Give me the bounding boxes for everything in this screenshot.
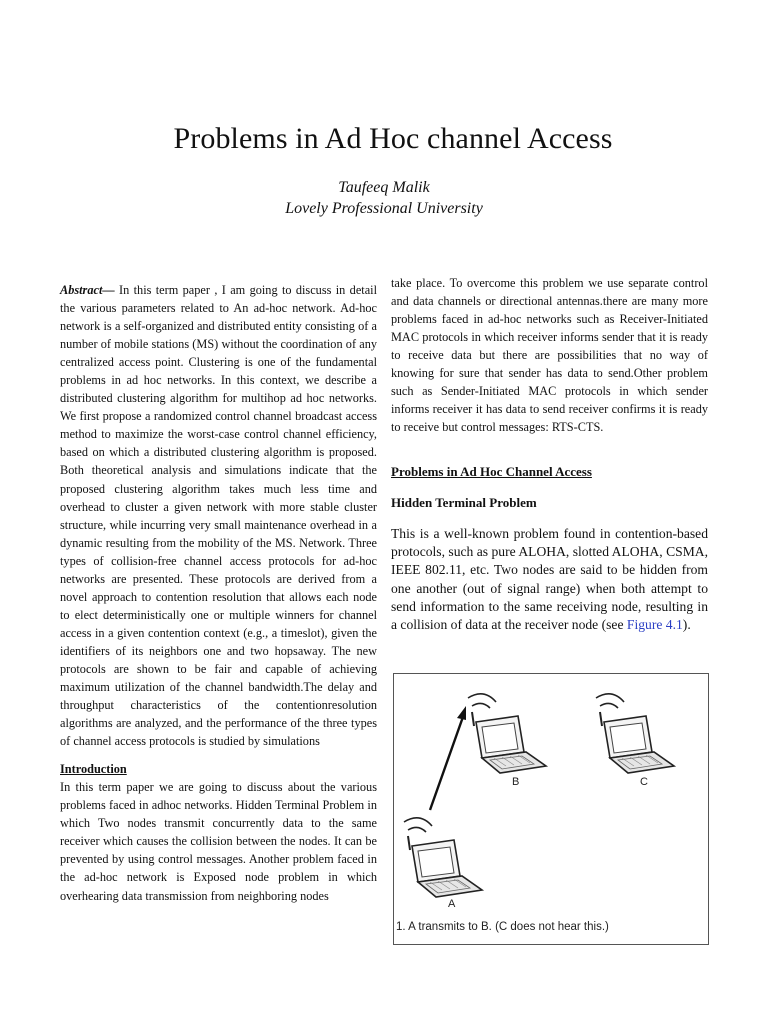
abstract-label: Abstract— bbox=[60, 283, 115, 297]
abstract-text: In this term paper , I am going to discuss in detail the various parameters related to An ad-hoc network. Ad-hoc network is a self-organized and distributed entity consisting of a number of mobile stations (MS) without the coordination of any centralized access point. Clustering is one of the fundamental problems in ad hoc networks. In this context, we describe a distributed clustering algorithm for multihop ad hoc networks. We first propose a randomized control channel broadcast access method to maximize the worst-case control channel efficiency, based on which a distributed clustering algorithm is proposed. Both theoretical analysis and simulations indicate that the proposed clustering algorithm takes much less time and overhead to cluster a given network with more stable cluster structure, while incurring very small maintenance overhead in a dynamic resulting from the mobility of the MS. Network. Three types of collision-free channel access protocols for ad-hoc networks are presented. These protocols are derived from a novel approach to contention resolution that allows each node to elect deterministically one or multiple winners for channel access in a given contention context (e.g., a timeslot), given the identifiers of its neighbors one and two hopsaway. The new protocols are shown to be fair and capable of achieving maximum utilization of the channel bandwidth.The delay and throughput characteristics of the contentionresolution algorithms are analyzed, and the performance of the three types of channel access protocols is studied by simulations bbox=[60, 283, 377, 749]
paragraph-text-before-link: This is a well-known problem found in contention-based protocols, such as pure ALOHA, slotted ALOHA, CSMA, IEEE 802.11, etc. Two nodes are said to be hidden from one another (out of signal range) when both attempt to send information to the same receiving node, resulting in a collision of data at the receiver node (see bbox=[391, 526, 708, 633]
laptop-b-icon bbox=[468, 694, 546, 773]
introduction-text: In this term paper we are going to discuss about the various problems faced in adhoc networks. Hidden Terminal Problem in which Two nodes transmit concurrently data to the same receiver which causes the collision between the nodes. It can be prevented by using control messages. Another problem faced in the ad-hoc network is Exposed node problem in which overhearing data transmission from neighboring nodes bbox=[60, 780, 377, 903]
continuation-text: take place. To overcome this problem we use separate control and data channels or directional antennas.there are many more problems faced in ad-hoc networks such as Receiver-Initiated MAC protocols in which receiver informs sender that it is ready to receive data but there are possibilities that no way of knowing for sure that sender has data to send.Other problem such as Sender-Initiated MAC protocols in which sender informs receiver it has data to send receiver confirms it is ready to receive but control messages: RTS-CTS. bbox=[391, 276, 708, 435]
author-affiliation: Lovely Professional University bbox=[285, 200, 483, 217]
node-a-label: A bbox=[448, 898, 456, 910]
paragraph-text-after-link: ). bbox=[682, 617, 691, 633]
hidden-terminal-paragraph bbox=[391, 525, 708, 634]
figure-illustration bbox=[394, 674, 708, 944]
node-b-label: B bbox=[512, 776, 520, 788]
author-name: Taufeeq Malik bbox=[338, 179, 430, 196]
introduction-heading: Introduction bbox=[60, 762, 127, 777]
left-column bbox=[60, 281, 377, 905]
figure-caption: 1. A transmits to B. (C does not hear this.) bbox=[396, 921, 609, 933]
transmission-arrow bbox=[430, 706, 466, 810]
hidden-terminal-figure bbox=[393, 673, 709, 945]
node-c-label: C bbox=[640, 776, 648, 788]
section-heading: Problems in Ad Hoc Channel Access bbox=[391, 464, 592, 479]
right-column-continuation bbox=[391, 274, 708, 436]
abstract-paragraph bbox=[60, 281, 377, 750]
figure-reference-link[interactable]: Figure 4.1 bbox=[626, 617, 683, 633]
paper-title: Problems in Ad Hoc channel Access bbox=[173, 122, 613, 155]
subsection-heading: Hidden Terminal Problem bbox=[391, 495, 537, 510]
laptop-a-icon bbox=[404, 818, 482, 897]
laptop-c-icon bbox=[596, 694, 674, 773]
